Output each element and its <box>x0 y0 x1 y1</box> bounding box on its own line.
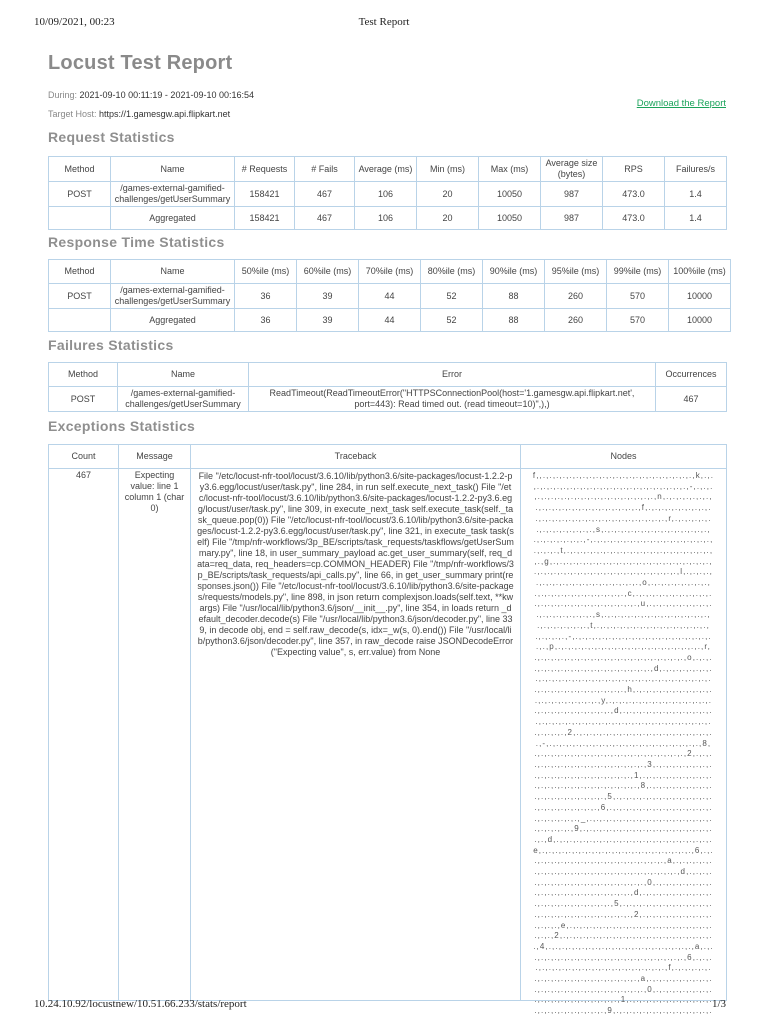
nodes-line: .,.,.,.,.,.,.,.,.,.,.,.,.,.,.,.,.,.,.,.,f,.,.,.,.,.,. <box>535 963 712 973</box>
nodes-line: e,.,.,.,.,.,.,.,.,.,.,.,.,.,.,.,.,.,.,.,.,.,.,.,6,.,. <box>533 845 714 855</box>
nodes-line: ,.,.,.,.,.,.,.,.,.,.,.,.,.,.,.,.,.,.,.,.,.,.,.,-,.,.,. <box>533 481 714 491</box>
table-cell: 570 <box>607 284 669 309</box>
table-cell: 158421 <box>235 207 295 230</box>
nodes-line: .,.,.,.,.,.,.,.,.,.,.,.,5,.,.,.,.,.,.,.,.,.,.,.,.,.,. <box>534 899 713 909</box>
column-header: Average (ms) <box>355 157 417 182</box>
nodes-line: .,.,.,.,.,.,.,.,.,.,.,.,.,.,h,.,.,.,.,.,.,.,.,.,.,.,. <box>534 685 713 695</box>
nodes-line: .,.,.,.,t,.,.,.,.,.,.,.,.,.,.,.,.,.,.,.,.,.,.,.,.,.,., <box>533 545 714 555</box>
nodes-line: .,.,.,.,.,.,.,.,.,.,6,.,.,.,.,.,.,.,.,.,.,.,.,.,.,.,. <box>534 802 713 812</box>
failures-table <box>48 362 727 412</box>
column-header: 90%ile (ms) <box>483 260 545 284</box>
column-header: Nodes <box>521 445 727 469</box>
table-cell: 1.4 <box>665 207 727 230</box>
nodes-line: .,.,.,.,.,.,.,.,.,.,.,.,.,.,.,2,.,.,.,.,.,.,.,.,.,.,. <box>534 909 713 919</box>
target-host-label: Target Host: <box>48 109 97 119</box>
nodes-line: .,.,.,.,.,.,.,.,-,.,.,.,.,.,.,.,.,.,.,.,.,.,.,.,.,.,., <box>533 535 714 545</box>
table-cell: 467 <box>295 207 355 230</box>
table-cell: 106 <box>355 207 417 230</box>
table-cell: 52 <box>421 284 483 309</box>
nodes-line: .,.,.,.,.,.,.,.,.,.,.,.,.,.,.,.,o,.,.,.,.,.,.,.,.,., <box>535 578 711 588</box>
column-header: Method <box>49 260 111 284</box>
column-header: Method <box>49 363 118 387</box>
nodes-line: .,.,.,.,.,.,.,.,.,.,.,.,.,.,.,.,.,.,.,.,.,.,l,.,.,.,., <box>534 567 713 577</box>
print-date: 10/09/2021, 00:23 <box>34 16 115 28</box>
nodes-line: .,.,.,.,.,.,.,.,.,.,.,.,.,.,.,.,.,.,.,.,.,.,d,.,.,.,. <box>534 867 713 877</box>
table-cell: 473.0 <box>603 182 665 207</box>
nodes-line: .,.,.,.,.,.,.,.,.,.,.,.,.,.,c,.,.,.,.,.,.,.,.,.,.,.,. <box>534 588 713 598</box>
exception-count: 467 <box>49 469 119 1001</box>
table-cell: 570 <box>607 309 669 332</box>
table-cell: 473.0 <box>603 207 665 230</box>
table-header-row <box>49 260 731 284</box>
nodes-line: .,.,.,.,.,.,.,.,.,.,.,.,.,.,.,.,f,.,.,.,.,.,.,.,.,.,. <box>535 503 712 513</box>
column-header: Average size (bytes) <box>541 157 603 182</box>
nodes-line: .,.,.,.,.,.,.,.,.,.,.,.,.,.,.,1,.,.,.,.,.,.,.,.,.,.,. <box>534 770 713 780</box>
nodes-line: .,.,.,.,.,.,.,.,.,.,.,.,.,.,.,.,.,3,.,.,.,.,.,.,.,.,. <box>534 759 713 769</box>
table-cell: 1.4 <box>665 182 727 207</box>
nodes-line: .,.,.,.,.,.,.,.,.,.,.,.,.,.,.,.,a,.,.,.,.,.,.,.,.,.,. <box>534 974 713 984</box>
column-header: Max (ms) <box>479 157 541 182</box>
nodes-line: .,.,.,.,.,.,.,.,.,.,.,.,.,1,.,.,.,.,.,.,.,.,.,.,.,.,. <box>534 995 713 1005</box>
exception-message: Expecting value: line 1 column 1 (char 0) <box>119 469 191 1001</box>
column-header: 50%ile (ms) <box>235 260 297 284</box>
nodes-line: .,.,.,.,.,2,.,.,.,.,.,.,.,.,.,.,.,.,.,.,.,.,.,.,.,.,. <box>534 727 713 737</box>
nodes-line: .,.,.,.,.,-,.,.,.,.,.,.,.,.,.,.,.,.,.,.,.,.,.,.,.,.,. <box>535 631 712 641</box>
nodes-line: .,.,.,.,.,.,.,.,.,.,.,.,.,.,.,.,.,0,.,.,.,.,.,.,.,.,. <box>534 984 713 994</box>
nodes-line: .,.,.,2,.,.,.,.,.,.,.,.,.,.,.,.,.,.,.,.,.,.,.,.,.,.,. <box>534 931 713 941</box>
nodes-line: .,.,p,.,.,.,.,.,.,.,.,.,.,.,.,.,.,.,.,.,.,.,.,.,.,r, <box>535 642 711 652</box>
print-header <box>34 16 734 32</box>
nodes-line: .,.,.,.,.,.,.,.,.,.,.,.,.,.,.,.,.,.,.,.,a,.,.,.,.,.,. <box>534 856 713 866</box>
request-stats-heading: Request Statistics <box>48 129 175 145</box>
column-header: # Fails <box>295 157 355 182</box>
column-header: Name <box>118 363 249 387</box>
column-header: 80%ile (ms) <box>421 260 483 284</box>
column-header: 99%ile (ms) <box>607 260 669 284</box>
table-cell: /games-external-gamified-challenges/getUserSummary <box>111 284 235 309</box>
print-title: Test Report <box>358 16 410 28</box>
nodes-line: .,.,.,.,.,.,.,_,.,.,.,.,.,.,.,.,.,.,.,.,.,.,.,.,.,.,. <box>534 813 713 823</box>
column-header: Error <box>249 363 656 387</box>
table-cell: 260 <box>545 309 607 332</box>
exception-traceback: File "/etc/locust-nfr-tool/locust/3.6.10/lib/python3.6/site-packages/locust-1.2.2-py3.6.egg/locust/user/task.py", line 284, in run self.execute_next_task() File "/etc/locust-nfr-tool/locust/3.6.10/lib/python3.6/site-packages/locust-1.2.2-py3.6.egg/locust/user/task.py", line 309, in execute_next_task self.execute_task(self._task_queue.pop(0)) File "/etc/locust-nfr-tool/locust/3.6.10/lib/python3.6/site-packages/locust-1.2.2-py3.6.egg/locust/user/task.py", line 321, in execute_task task(self) File "/tmp/nfr-workflows/3p_BE/scripts/task_requests/taskflows/getUserSummary.py", line 18, in user_summary_payload ac.get_user_summary(self, req_data=req_data, req_headers=cp.COMMON_HEADER) File "/tmp/nfr-workflows/3p_BE/scripts/task_requests/api_calls.py", line 66, in get_user_summary print(responses.json()) File "/etc/locust-nfr-tool/locust/3.6.10/lib/python3.6/site-packages/requests/models.py", line 898, in json return complexjson.loads(self.text, **kwargs) File "/usr/local/lib/python3.6/json/__init__.py", line 354, in loads return _default_decoder.decode(s) File "/usr/local/lib/python3.6/json/decoder.py", line 339, in decode obj, end = self.raw_decode(s, idx=_w(s, 0).end()) File "/usr/local/lib/python3.6/json/decoder.py", line 357, in raw_decode raise JSONDecodeError("Expecting value", s, err.value) from None <box>191 469 521 1001</box>
print-page-number: 1/3 <box>711 998 726 1010</box>
table-cell: 158421 <box>235 182 295 207</box>
nodes-line: .,.,d,.,.,.,.,.,.,.,.,.,.,.,.,.,.,.,.,.,.,.,.,.,.,.,. <box>534 834 713 844</box>
nodes-line: .,.,.,.,.,.,.,.,.,.,.,.,.,.,.,.,.,0,.,.,.,.,.,.,.,.,. <box>534 877 713 887</box>
table-cell: 10050 <box>479 207 541 230</box>
column-header: 60%ile (ms) <box>297 260 359 284</box>
table-cell <box>49 309 111 332</box>
nodes-line: .,.,.,.,.,.,.,.,.,.,.,.,.,.,.,d,.,.,.,.,.,.,.,.,.,.,. <box>534 888 713 898</box>
table-header-row <box>49 157 727 182</box>
column-header: Failures/s <box>665 157 727 182</box>
table-cell: 44 <box>359 309 421 332</box>
table-cell: /games-external-gamified-challenges/getUserSummary <box>118 387 249 412</box>
nodes-line: f,,.,.,.,.,.,.,.,.,.,.,.,.,.,.,.,.,.,.,.,.,.,.,.,k,.,. <box>532 471 715 480</box>
print-url: 10.24.10.92/locustnew/10.51.66.233/stats/report <box>34 998 247 1010</box>
column-header: 70%ile (ms) <box>359 260 421 284</box>
nodes-line: .,.,.,.,.,.,.,.,.,.,.,9,.,.,.,.,.,.,.,.,.,.,.,.,.,.,. <box>534 1006 713 1016</box>
table-cell: 10000 <box>669 284 731 309</box>
nodes-line: ,.,g,.,.,.,.,.,.,.,.,.,.,.,.,.,.,.,.,.,.,.,.,.,.,.,., <box>534 556 713 566</box>
table-cell: 52 <box>421 309 483 332</box>
request-stats-table <box>48 156 727 230</box>
nodes-line: .,.,.,.,.,.,.,.,.,s,.,.,.,.,.,.,.,.,.,.,.,.,.,.,.,., <box>536 524 711 534</box>
during-line <box>48 90 254 100</box>
nodes-line: .,.,.,.,.,.,.,.,.,.,.,.,.,.,.,.,.,.,.,.,.,.,.,2,.,.,. <box>534 749 713 759</box>
table-cell: 467 <box>295 182 355 207</box>
column-header: Count <box>49 445 119 469</box>
response-time-heading: Response Time Statistics <box>48 234 225 250</box>
table-row <box>49 284 731 309</box>
target-host-value: https://1.gamesgw.api.flipkart.net <box>99 109 231 119</box>
nodes-line: .,.,.,.,.,.,.,.,t,.,.,.,.,.,.,.,.,.,.,.,.,.,.,.,.,., <box>537 620 710 630</box>
nodes-line: ,.,.,.,.,.,.,.,.,.,.,.,.,.,.,.,.,.,.,n,.,.,.,.,.,.,., <box>534 492 713 502</box>
nodes-list <box>523 471 724 1017</box>
failures-heading: Failures Statistics <box>48 337 174 353</box>
nodes-line: .,.,.,.,.,.,.,.,.,.,.,.,.,.,.,.,.,.,.,.,.,.,.,.,.,.,. <box>535 674 712 684</box>
table-cell: Aggregated <box>111 309 235 332</box>
nodes-line: .,.,.,.,.,.,9,.,.,.,.,.,.,.,.,.,.,.,.,.,.,.,.,.,.,.,. <box>534 824 713 834</box>
table-cell: 106 <box>355 182 417 207</box>
column-header: Min (ms) <box>417 157 479 182</box>
column-header: Name <box>111 260 235 284</box>
table-row <box>49 387 727 412</box>
table-cell <box>49 207 111 230</box>
column-header: Occurrences <box>656 363 727 387</box>
response-time-table <box>48 259 731 332</box>
table-cell: 20 <box>417 207 479 230</box>
table-cell: 88 <box>483 309 545 332</box>
print-footer <box>34 998 734 1012</box>
nodes-line: .,.,.,.,.,.,.,.,.,.,.,.,.,.,.,.,u,.,.,.,.,.,.,.,.,.,. <box>534 599 713 609</box>
target-host-line <box>48 109 230 119</box>
nodes-line: .,.,.,.,.,.,.,.,.,.,y,.,.,.,.,.,.,.,.,.,.,.,.,.,.,.,. <box>534 695 713 705</box>
column-header: Traceback <box>191 445 521 469</box>
during-label: During: <box>48 90 78 100</box>
nodes-line: .,4,.,.,.,.,.,.,.,.,.,.,.,.,.,.,.,.,.,.,.,.,.,.,a,.,. <box>533 941 714 951</box>
table-cell: Aggregated <box>111 207 235 230</box>
table-cell: /games-external-gamified-challenges/getUserSummary <box>111 182 235 207</box>
exceptions-heading: Exceptions Statistics <box>48 418 196 434</box>
table-cell: 467 <box>656 387 727 412</box>
table-cell: 44 <box>359 284 421 309</box>
column-header: Message <box>119 445 191 469</box>
nodes-line: .,.,.,.,e,.,.,.,.,.,.,.,.,.,.,.,.,.,.,.,.,.,.,.,.,.,. <box>534 920 713 930</box>
column-header: RPS <box>603 157 665 182</box>
nodes-line: .,.,.,.,.,.,.,.,.,.,.,.,d,.,.,.,.,.,.,.,.,.,.,.,.,.,. <box>534 706 713 716</box>
table-cell: 88 <box>483 284 545 309</box>
column-header: # Requests <box>235 157 295 182</box>
table-cell: 987 <box>541 182 603 207</box>
table-row <box>49 207 727 230</box>
nodes-line: .,.,.,.,.,.,.,.,.,.,.,.,.,.,.,.,.,.,.,.,.,.,.,o,.,.,. <box>534 652 713 662</box>
table-cell: POST <box>49 387 118 412</box>
table-cell: POST <box>49 284 111 309</box>
table-cell: 20 <box>417 182 479 207</box>
table-cell: ReadTimeout(ReadTimeoutError("HTTPSConnectionPool(host='1.gamesgw.api.flipkart.net', port=443): Read timed out. (read timeout=10)",),) <box>249 387 656 412</box>
table-cell: 987 <box>541 207 603 230</box>
table-row <box>49 469 727 1001</box>
table-cell: POST <box>49 182 111 207</box>
table-cell: 260 <box>545 284 607 309</box>
during-value: 2021-09-10 00:11:19 - 2021-09-10 00:16:54 <box>79 90 255 100</box>
nodes-line: .,.,.,.,.,.,.,.,.,.,.,.,.,.,.,.,.,.,d,.,.,.,.,.,.,.,. <box>534 663 713 673</box>
column-header: 100%ile (ms) <box>669 260 731 284</box>
column-header: Name <box>111 157 235 182</box>
nodes-line: .,.,.,.,.,.,.,.,.,.,.,5,.,.,.,.,.,.,.,.,.,.,.,.,.,.,. <box>534 792 713 802</box>
nodes-line: .,.,.,.,.,.,.,.,.,s,.,.,.,.,.,.,.,.,.,.,.,.,.,.,.,., <box>536 610 711 620</box>
download-report-link[interactable]: Download the Report <box>636 98 726 109</box>
page-title: Locust Test Report <box>48 52 233 74</box>
table-cell: 10050 <box>479 182 541 207</box>
table-cell: 39 <box>297 284 359 309</box>
column-header: 95%ile (ms) <box>545 260 607 284</box>
column-header: Method <box>49 157 111 182</box>
table-cell: 36 <box>235 284 297 309</box>
table-cell: 39 <box>297 309 359 332</box>
table-header-row <box>49 363 727 387</box>
nodes-line: .,-,.,.,.,.,.,.,.,.,.,.,.,.,.,.,.,.,.,.,.,.,.,.,.,8, <box>535 738 712 748</box>
table-row <box>49 309 731 332</box>
table-row <box>49 182 727 207</box>
table-header-row <box>49 445 727 469</box>
nodes-line: .,.,.,.,.,.,.,.,.,.,.,.,.,.,.,.,8,.,.,.,.,.,.,.,.,.,. <box>534 781 713 791</box>
table-cell: 10000 <box>669 309 731 332</box>
table-cell: 36 <box>235 309 297 332</box>
nodes-line: .,.,.,.,.,.,.,.,.,.,.,.,.,.,.,.,.,.,.,.,r,.,.,.,.,.,. <box>535 513 712 523</box>
nodes-line: .,.,.,.,.,.,.,.,.,.,.,.,.,.,.,.,.,.,.,.,.,.,.,6,.,.,. <box>534 952 713 962</box>
nodes-line: .,.,.,.,.,.,.,.,.,.,.,.,.,.,.,.,.,.,.,.,.,.,.,.,.,.,. <box>535 717 712 727</box>
